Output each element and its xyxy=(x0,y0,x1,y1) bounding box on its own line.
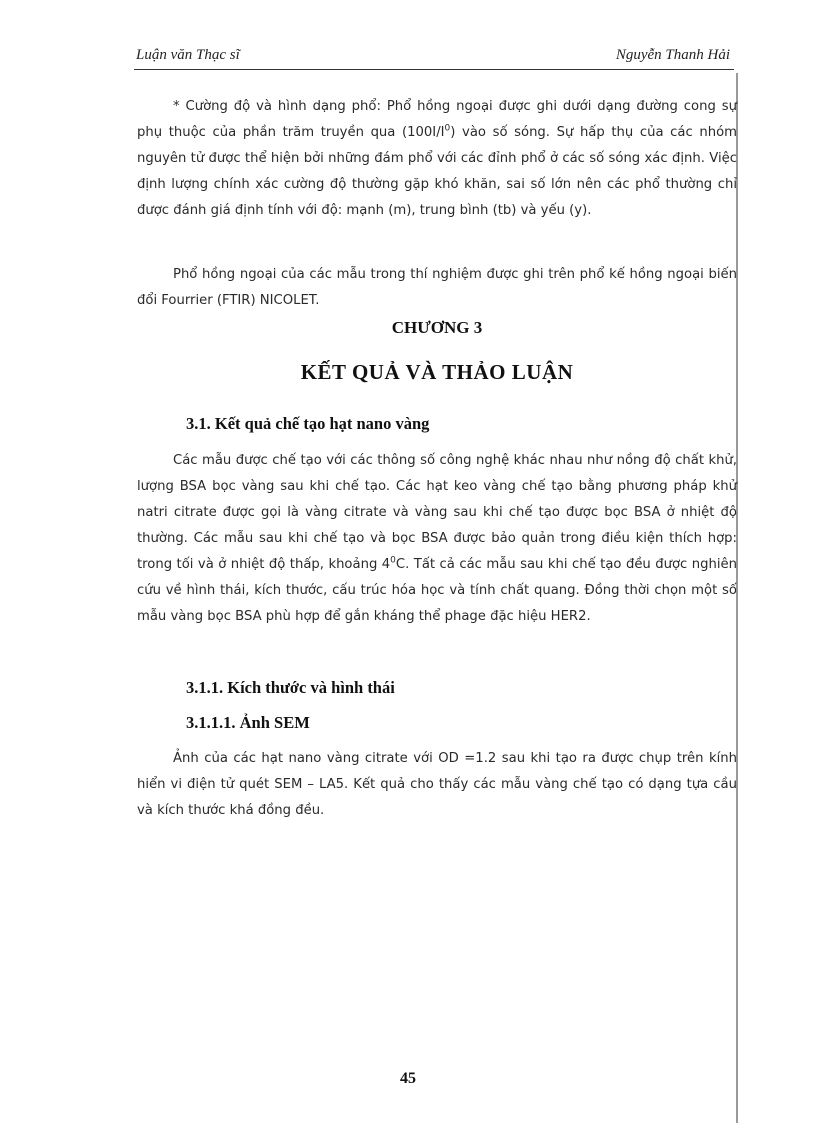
section-heading-3-1-1-1: 3.1.1.1. Ảnh SEM xyxy=(186,713,310,732)
section-heading-3-1-1: 3.1.1. Kích thước và hình thái xyxy=(186,678,395,697)
header-author: Nguyễn Thanh Hải xyxy=(615,47,730,63)
paragraph-synthesis xyxy=(137,448,737,630)
paragraph-text: C. Tất cả các mẫu sau khi chế tạo đều được nghiên cứu về hình thái, kích thước, cấu trúc hóa học và tính chất quang. Đồng thời chọn một số mẫu vàng bọc BSA phù hợp để gắn kháng thể phage đặc hiệu HER2. xyxy=(137,557,737,624)
paragraph-sem xyxy=(137,746,737,824)
paragraph-ir-intensity xyxy=(137,94,737,224)
superscript: 0 xyxy=(390,555,396,566)
paragraph-text: Phổ hồng ngoại của các mẫu trong thí nghiệm được ghi trên phổ kế hồng ngoại biến đổi Fourrier (FTIR) NICOLET. xyxy=(137,267,737,308)
paragraph-text: Các mẫu được chế tạo với các thông số công nghệ khác nhau như nồng độ chất khử, lượng BSA bọc vàng sau khi chế tạo. Các hạt keo vàng chế tạo bằng phương pháp khử natri citrate được gọi là vàng citrate và vàng sau khi chế tạo được bọc BSA ở nhiệt độ thường. Các mẫu sau khi chế tạo và bọc BSA được bảo quản trong điều kiện thích hợp: trong tối và ở nhiệt độ thấp, khoảng 4 xyxy=(137,453,737,572)
paragraph-text: Ảnh của các hạt nano vàng citrate với OD =1.2 sau khi tạo ra được chụp trên kính hiển vi điện tử quét SEM – LA5. Kết quả cho thấy các mẫu vàng chế tạo có dạng tựa cầu và kích thước khá đồng đều. xyxy=(137,751,737,818)
superscript: 0 xyxy=(444,123,451,134)
page-header xyxy=(134,47,734,69)
paragraph-ftir xyxy=(137,262,737,314)
paragraph-text: ) vào số sóng. Sự hấp thụ của các nhóm nguyên tử được thể hiện bởi những đám phổ với các đỉnh phổ ở các số sóng xác định. Việc định lượng chính xác cường độ thường gặp khó khăn, sai số lớn nên các phổ thường chỉ được đánh giá định tính với độ: mạnh (m), trung bình (tb) và yếu (y). xyxy=(137,125,737,218)
chapter-number: CHƯƠNG 3 xyxy=(391,318,483,337)
header-thesis-type: Luận văn Thạc sĩ xyxy=(136,47,240,63)
chapter-title: KẾT QUẢ VÀ THẢO LUẬN xyxy=(300,360,574,384)
section-heading-3-1: 3.1. Kết quả chế tạo hạt nano vàng xyxy=(186,414,430,433)
paragraph-text: * Cường độ và hình dạng phổ: Phổ hồng ngoại được ghi dưới dạng đường cong sự phụ thuộc của phần trăm truyền qua (100I/I xyxy=(137,99,737,140)
page-number: 45 xyxy=(400,1070,416,1087)
header-divider xyxy=(134,69,734,70)
